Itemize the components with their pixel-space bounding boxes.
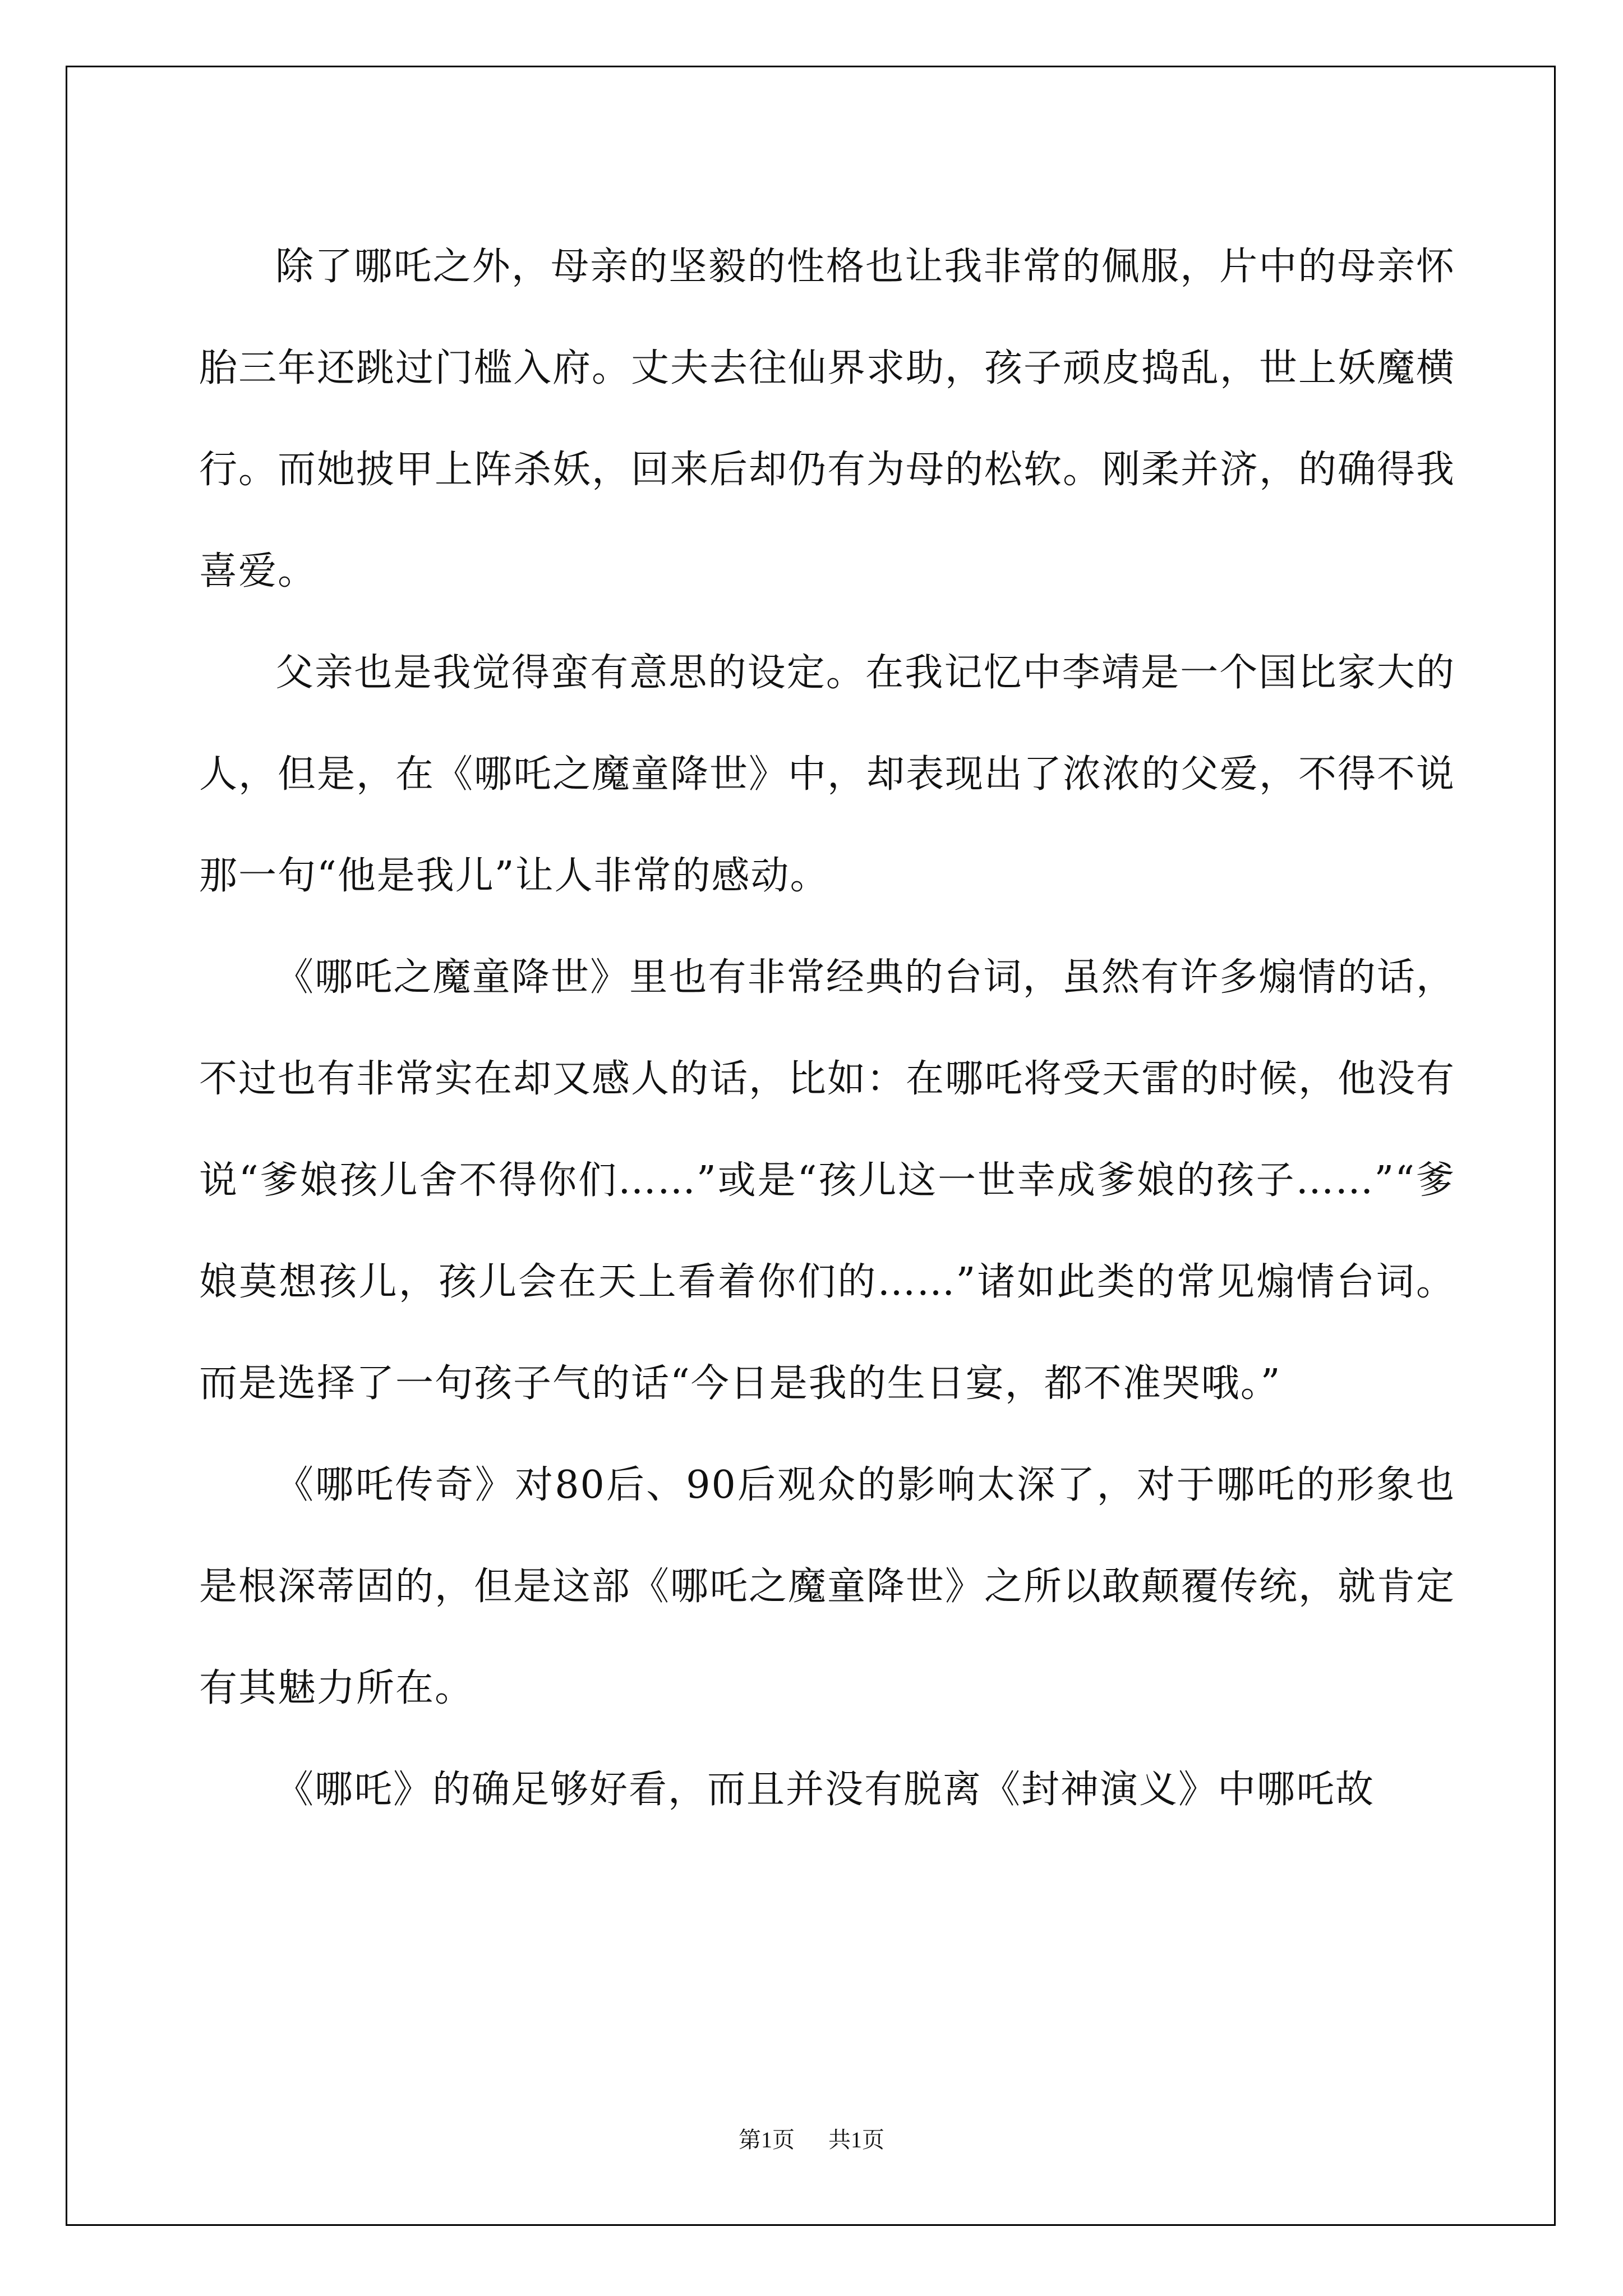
paragraph: 《哪吒传奇》对80后、90后观众的影响太深了，对于哪吒的形象也是根深蒂固的，但是这部《哪吒之魔童降世》之所以敢颠覆传统，就肯定有其魅力所在。	[199, 1463, 1456, 1710]
paragraph: 父亲也是我觉得蛮有意思的设定。在我记忆中李靖是一个国比家大的人，但是，在《哪吒之魔童降世》中，却表现出了浓浓的父爱，不得不说那一句“他是我儿”让人非常的感动。	[199, 651, 1456, 898]
document-body	[199, 216, 1455, 1841]
page-footer	[0, 2122, 1623, 2154]
paragraph: 《哪吒之魔童降世》里也有非常经典的台词，虽然有许多煽情的话，不过也有非常实在却又感人的话，比如：在哪吒将受天雷的时候，他没有说“爹娘孩儿舍不得你们……”或是“孩儿这一世幸成爹娘的孩子……”“爹娘莫想孩儿，孩儿会在天上看着你们的……”诸如此类的常见煽情台词。而是选择了一句孩子气的话“今日是我的生日宴，都不准哭哦。”	[199, 955, 1456, 1406]
page-total: 共1页	[828, 2127, 884, 2152]
page-number: 第1页	[739, 2127, 795, 2152]
paragraph: 《哪吒》的确足够好看，而且并没有脱离《封神演义》中哪吒故	[275, 1768, 1375, 1812]
paragraph: 除了哪吒之外，母亲的坚毅的性格也让我非常的佩服，片中的母亲怀胎三年还跳过门槛入府。丈夫去往仙界求助，孩子顽皮捣乱，世上妖魔横行。而她披甲上阵杀妖，回来后却仍有为母的松软。刚柔并济，的确得我喜爱。	[199, 245, 1456, 593]
